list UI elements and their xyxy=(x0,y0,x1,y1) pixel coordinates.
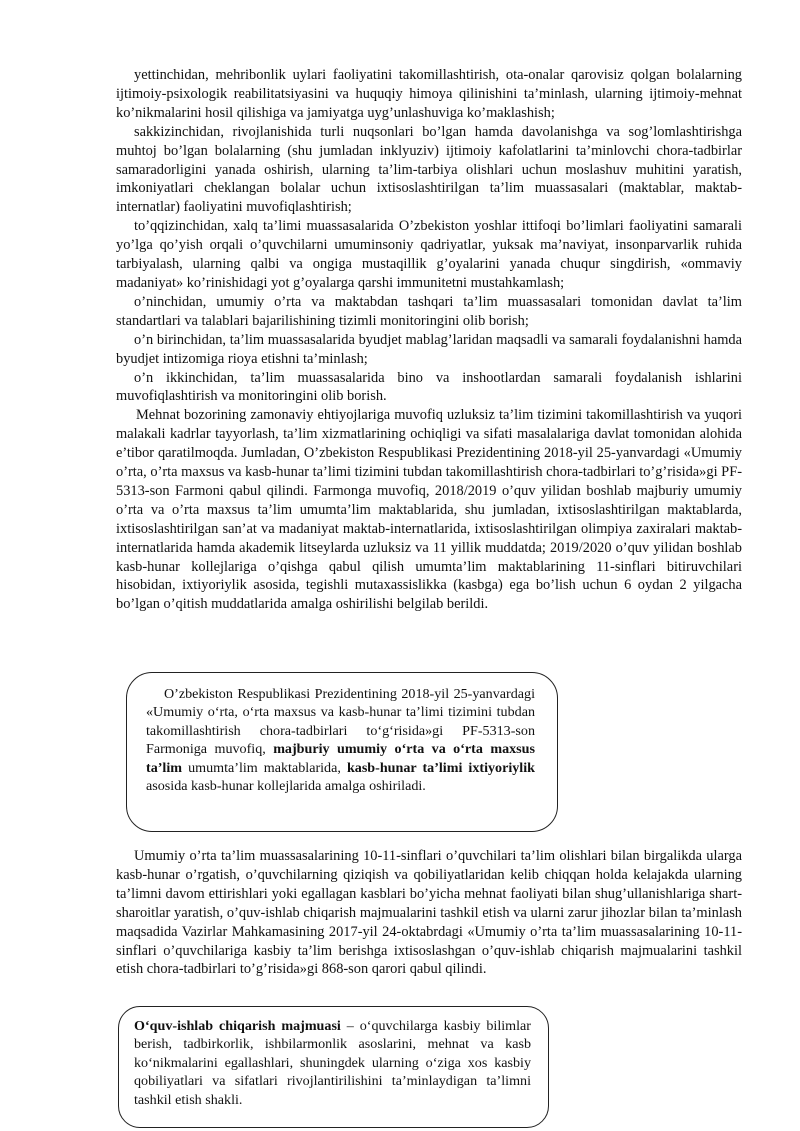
paragraph-9: to’qqizinchidan, xalq ta’limi muassasalarida O’zbekiston yoshlar ittifoqi bo’limlari faoliyatini samarali yo’lga qo’yish orqali o’quvchilarni umuminsoniy qadriyatlar, yuksak ma’naviyat, insonparvarlik ruhida tarbiyalash, ularning qalbi va ongiga mustaqillik g’oyalarini yanada chuqur singdirish, «ommaviy madaniyat» ko’rinishidagi yot g’oyalarga qarshi immunitetni mustahkamlash; xyxy=(116,218,742,291)
paragraph-11: o’n birinchidan, ta’lim muassasalarida byudjet mablag’laridan maqsadli va samarali foydalanishni hamda byudjet intizomiga rioya etishni ta’minlash; xyxy=(116,331,742,367)
decree-callout-text xyxy=(146,685,535,795)
paragraph-10: o’ninchidan, umumiy o’rta va maktabdan tashqari ta’lim muassasalari tomonidan davlat ta’lim standartlari va talablari bajarilishining tizimli monitoringini olib borish; xyxy=(116,293,742,329)
paragraph-8: sakkizinchidan, rivojlanishida turli nuqsonlari bo’lgan hamda davolanishga va sog’lomlashtirishga muhtoj bo’lgan bolalarning (shu jumladan inklyuziv) ijtimoiy kafolatlarini ta’minlovchi chora-tadbirlar samaradorligini yanada oshirish, ularning ta’lim-tarbiya olishlari uchun moslashuv muhitini yaratish, imkoniyatlari cheklangan bolalar uchun ixtisoslashtirilgan ta’lim muassasalari (maktablar, maktab-internatlar) faoliyatini muvofiqlashtirish; xyxy=(116,123,742,216)
decree-callout-box xyxy=(126,672,558,832)
callout-text-part2: umumta’lim maktablarida, xyxy=(182,759,347,776)
definition-term: O‘quv-ishlab chiqarish majmuasi xyxy=(134,1018,341,1034)
paragraph-labor-market: Mehnat bozorining zamonaviy ehtiyojlariga muvofiq uzluksiz ta’lim tizimini takomillashtirish va yuqori malakali kadrlar tayyorlash, ta’lim xizmatlarining ochiqligi va sifati masalalariga davlat tomonidan alohida e’tibor qaratilmoqda. Jumladan, O’zbekiston Respublikasi Prezidentining 2018-yil 25-yanvardagi «Umumiy o’rta, o’rta maxsus va kasb-hunar ta’limi tizimini tubdan takomillashtirish chora-tadbirlari to’g’risida»gi PF-5313-son Farmoni qabul qilindi. Farmonga muvofiq, 2018/2019 o’quv yilidan boshlab majburiy umumiy o’rta va o’rta maxsus ta’lim umumta’lim maktablarida, shu jumladan, ixtisoslashtirilgan maktablarda, ixtisoslashtirilgan san’at va madaniyat maktab-internatlarida, ixtisoslashtirilgan olimpiya zaxiralari maktab-internatlarida hamda akademik litseylarda uzluksiz va 11 yillik muddatda; 2019/2020 o’quv yilidan boshlab kasb-hunar kollejlariga o’qishga qabul qilish umumta’lim maktablarining 11-sinflari bitiruvchilari hisobidan, ixtiyoriylik asosida, tegishli mutaxassislikka (kasbga) ega bo’lish uchun 6 oydan 2 yilgacha bo’lgan o’qitish muddatlarida amalga oshirilishi belgilab berildi. xyxy=(116,407,742,613)
body-text-bottom xyxy=(116,847,742,979)
callout-text-part3: asosida kasb-hunar kollejlarida amalga oshiriladi. xyxy=(146,778,426,795)
paragraph-12: o’n ikkinchidan, ta’lim muassasalarida bino va inshootlardan samarali foydalanish ishlarini muvofiqlashtirish va monitoringini olib borish. xyxy=(116,369,742,405)
definition-callout-text xyxy=(134,1017,531,1109)
callout-bold-voluntary: kasb-hunar ta’limi ixtiyoriylik xyxy=(346,759,535,776)
callout-bold-compulsory: majburiy umumiy o‘rta va o‘rta maxsus ta’lim xyxy=(146,741,535,776)
body-text-top xyxy=(116,66,742,614)
callout-text-part1: O’zbekiston Respublikasi Prezidentining 2018-yil 25-yanvardagi «Umumiy o‘rta, o‘rta maxsus va kasb-hunar ta’limi tizimini tubdan takomillashtirish chora-tadbirlari to‘g‘risida»gi PF-5313-son Farmoniga muvofiq, xyxy=(146,686,535,758)
definition-callout-box xyxy=(118,1006,549,1128)
paragraph-7: yettinchidan, mehribonlik uylari faoliyatini takomillashtirish, ota-onalar qarovisiz qolgan bolalarning ijtimoiy-psixologik reabilitatsiyasini va huquqiy himoya qilinishini ta’minlash, ularning ijtimoiy-mehnat ko’nikmalarini hosil qilishiga va jamiyatga uyg’unlashuviga ko’maklashish; xyxy=(116,67,742,121)
paragraph-grades-10-11: Umumiy o’rta ta’lim muassasalarining 10-11-sinflari o’quvchilari ta’lim olishlari bilan birgalikda ularga kasb-hunar o’rgatish, o’quvchilarning qiziqish va qobiliyatlaridan kelib chiqqan holda kelajakda ularning ta’limni davom ettirishlari yoki egallagan kasblari bo’yicha mehnat faoliyati bilan shug’ullanishlariga shart-sharoitlar yaratish, o’quv-ishlab chiqarish majmualarini tashkil etish va ularni zarur jihozlar bilan ta’minlash maqsadida Vazirlar Mahkamasining 2017-yil 24-oktabrdagi «Umumiy o’rta ta’lim muassasalarining 10-11-sinflari o’quvchilariga kasbiy ta’lim berishga ixtisoslashgan o’quv-ishlab chiqarish majmualarini tashkil etish chora-tadbirlari to’g’risida»gi 868-son qarori qabul qilindi. xyxy=(116,848,742,978)
definition-body: – o‘quvchilarga kasbiy bilimlar berish, tadbirkorlik, ishbilarmonlik asoslarini, mehnat va kasb ko‘nikmalarini egallashlari, shuningdek ularning o‘ziga xos kasbiy qobiliyatlari va sifatlari rivojlantirilishini ta’minlaydigan ta’limni tashkil etish shakli. xyxy=(134,1018,531,1108)
